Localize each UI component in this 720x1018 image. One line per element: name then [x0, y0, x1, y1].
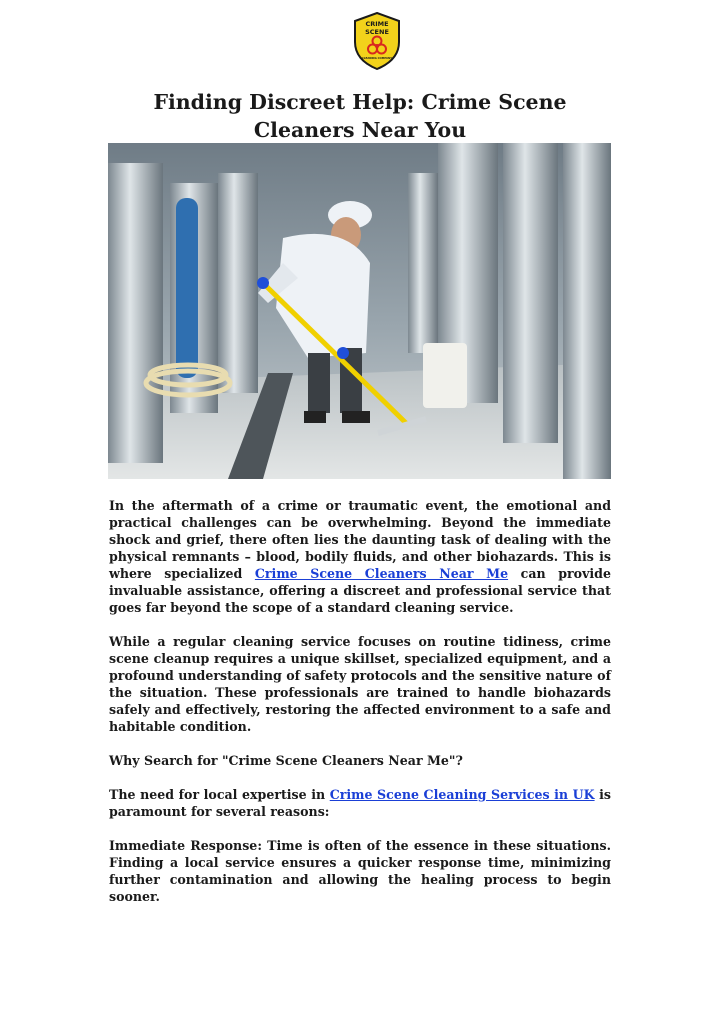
logo-text-scene: SCENE: [365, 28, 389, 36]
company-logo: [353, 12, 401, 70]
logo-text-crime: CRIME: [365, 20, 389, 28]
paragraph-skillset: While a regular cleaning service focuses on routine tidiness, crime scene cleanup requires a unique skillset, specialized equipment, and a profound understanding of safety protocols and the sensitive nature of the situation. These professionals are trained to handle biohazards safely and effectively, restoring the affected environment to a safe and habitable condition.: [109, 634, 611, 734]
cleaning-services-uk-link[interactable]: Crime Scene Cleaning Services in UK: [329, 787, 595, 802]
paragraph-immediate-response: Immediate Response: Time is often of the essence in these situations. Finding a local service ensures a quicker response time, minimizing further contamination and allowing the healing process to begin sooner.: [109, 838, 611, 904]
logo-text-cleaning: CLEANING COMPANY: [361, 57, 393, 60]
page-title: Finding Discreet Help: Crime Scene Cleaners Near You: [153, 90, 567, 142]
paragraph-local-expertise: The need for local expertise in Crime Scene Cleaning Services in UK is paramount for several reasons:: [109, 787, 612, 819]
article-body: [109, 497, 611, 922]
cleaner-photo: [108, 143, 611, 479]
crime-scene-cleaners-link[interactable]: Crime Scene Cleaners Near Me: [254, 566, 509, 581]
section-heading-why-search: Why Search for "Crime Scene Cleaners Near Me"?: [109, 753, 463, 768]
paragraph-intro: In the aftermath of a crime or traumatic event, the emotional and practical challenges can be overwhelming. Beyond the immediate shock and grief, there often lies the daunting task of dealing with the physical remnants – blood, bodily fluids, and other biohazards. This is where specialized Crime Scene Cleaners Near Me can provide invaluable assistance, offering a discreet and professional service that goes far beyond the scope of a standard cleaning service.: [109, 498, 611, 615]
